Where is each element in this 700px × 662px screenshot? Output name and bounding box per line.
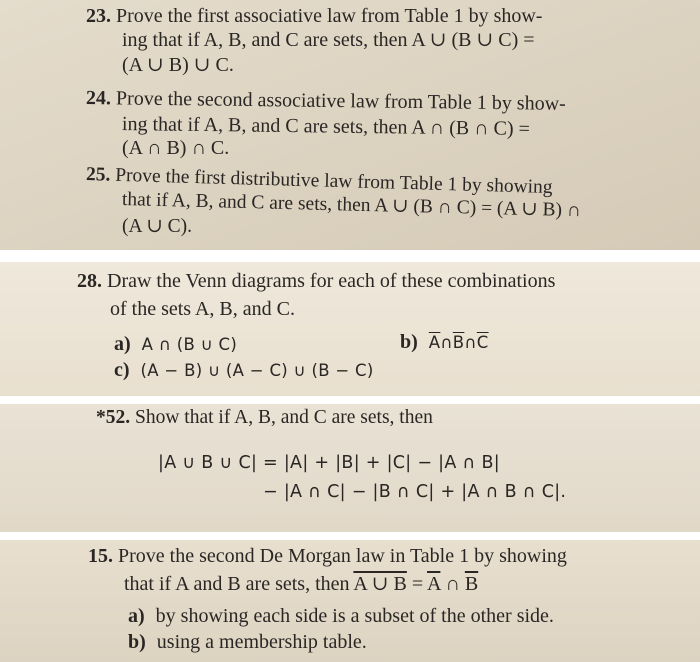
- intersection-symbol: ∩: [464, 333, 477, 352]
- problem-24-line-3: (A ∩ B) ∩ C.: [122, 137, 230, 159]
- problem-23-number: 23.: [86, 5, 111, 27]
- problem-15-part-a: [128, 606, 554, 626]
- problem-28-c-expression: (A − B) ∪ (A − C) ∪ (B − C): [140, 361, 374, 380]
- problem-15-part-b: [128, 632, 367, 652]
- problem-52-equation-2: − |A ∩ C| − |B ∩ C| + |A ∩ B ∩ C|.: [263, 482, 567, 502]
- problem-15-a-text: by showing each side is a subset of the other side.: [155, 605, 554, 627]
- problem-52-equation-1: |A ∪ B ∪ C| = |A| + |B| + |C| − |A ∩ B|: [158, 453, 500, 473]
- intersection-symbol: ∩: [440, 333, 453, 352]
- problem-24-text-1: Prove the second associative law from Table 1 by show-: [115, 87, 566, 115]
- problem-23-line-1: [86, 6, 542, 26]
- problem-28-part-c: [114, 360, 374, 380]
- problem-25-text-1: Prove the first distributive law from Table 1 by showing: [114, 164, 553, 199]
- problem-28-a-expression: A ∩ (B ∪ C): [141, 335, 238, 354]
- problem-23-line-2: ing that if A, B, and C are sets, then A ∪ (B ∪ C) =: [122, 29, 535, 51]
- problem-52-line-1: [96, 408, 433, 428]
- problem-28-number: 28.: [77, 270, 102, 292]
- complement-a: $\overline{A}$: [427, 573, 441, 595]
- problems-panel-23-25: [0, 0, 700, 250]
- problem-25-line-2: that if A, B, and C are sets, then A ∪ (B ∩ C) = (A ∪ B) ∩: [121, 189, 582, 222]
- problem-24-line-2: ing that if A, B, and C are sets, then A ∩ (B ∩ C) =: [121, 113, 531, 140]
- complement-c: $\overline{C}$: [476, 333, 489, 352]
- complement-a-union-b: A ∪ B: [353, 573, 407, 595]
- problem-23-text-1: Prove the first associative law from Table 1 by show-: [116, 5, 543, 27]
- problem-15-a-label: a): [128, 605, 145, 627]
- problem-28-line-2: of the sets A, B, and C.: [110, 298, 295, 320]
- problem-28-text-1: Draw the Venn diagrams for each of these combinations: [107, 270, 556, 292]
- problem-25-line-3: (A ∪ C).: [122, 216, 192, 237]
- problem-24-number: 24.: [85, 87, 112, 110]
- problem-28-b-label: b): [400, 331, 418, 353]
- problem-15-b-label: b): [128, 631, 146, 653]
- complement-b: $\overline{B}$: [452, 333, 465, 352]
- problem-52-number: *52.: [96, 407, 131, 428]
- problem-28-b-expression: [429, 333, 489, 352]
- problem-28-panel: [0, 262, 700, 396]
- problem-28-part-b: [400, 332, 489, 352]
- problem-15-text-1: Prove the second De Morgan law in Table 1 by showing: [118, 545, 567, 567]
- problem-15-line-2: [124, 574, 478, 594]
- problem-23-line-3: (A ∪ B) ∪ C.: [122, 54, 234, 76]
- problem-28-line-1: [77, 271, 555, 291]
- problem-15-number: 15.: [88, 545, 113, 567]
- complement-a: $\overline{A}$: [428, 333, 441, 352]
- problem-52-text-1: Show that if A, B, and C are sets, then: [135, 407, 433, 428]
- complement-b: $\overline{B}$: [464, 573, 479, 595]
- problem-15-b-text: using a membership table.: [156, 631, 367, 653]
- intersection-symbol: ∩: [440, 573, 465, 595]
- problem-15-panel: [0, 540, 700, 662]
- problem-15-text-2: that if A and B are sets, then: [124, 573, 350, 595]
- problem-24-line-1: [86, 88, 566, 114]
- problem-28-a-label: a): [114, 333, 131, 355]
- problem-28-part-a: [114, 334, 237, 354]
- problem-52-panel: [0, 404, 700, 532]
- problem-25-number: 25.: [85, 164, 111, 186]
- equals-sign: =: [406, 573, 428, 595]
- problem-15-line-1: [88, 546, 567, 566]
- problem-28-c-label: c): [114, 359, 130, 381]
